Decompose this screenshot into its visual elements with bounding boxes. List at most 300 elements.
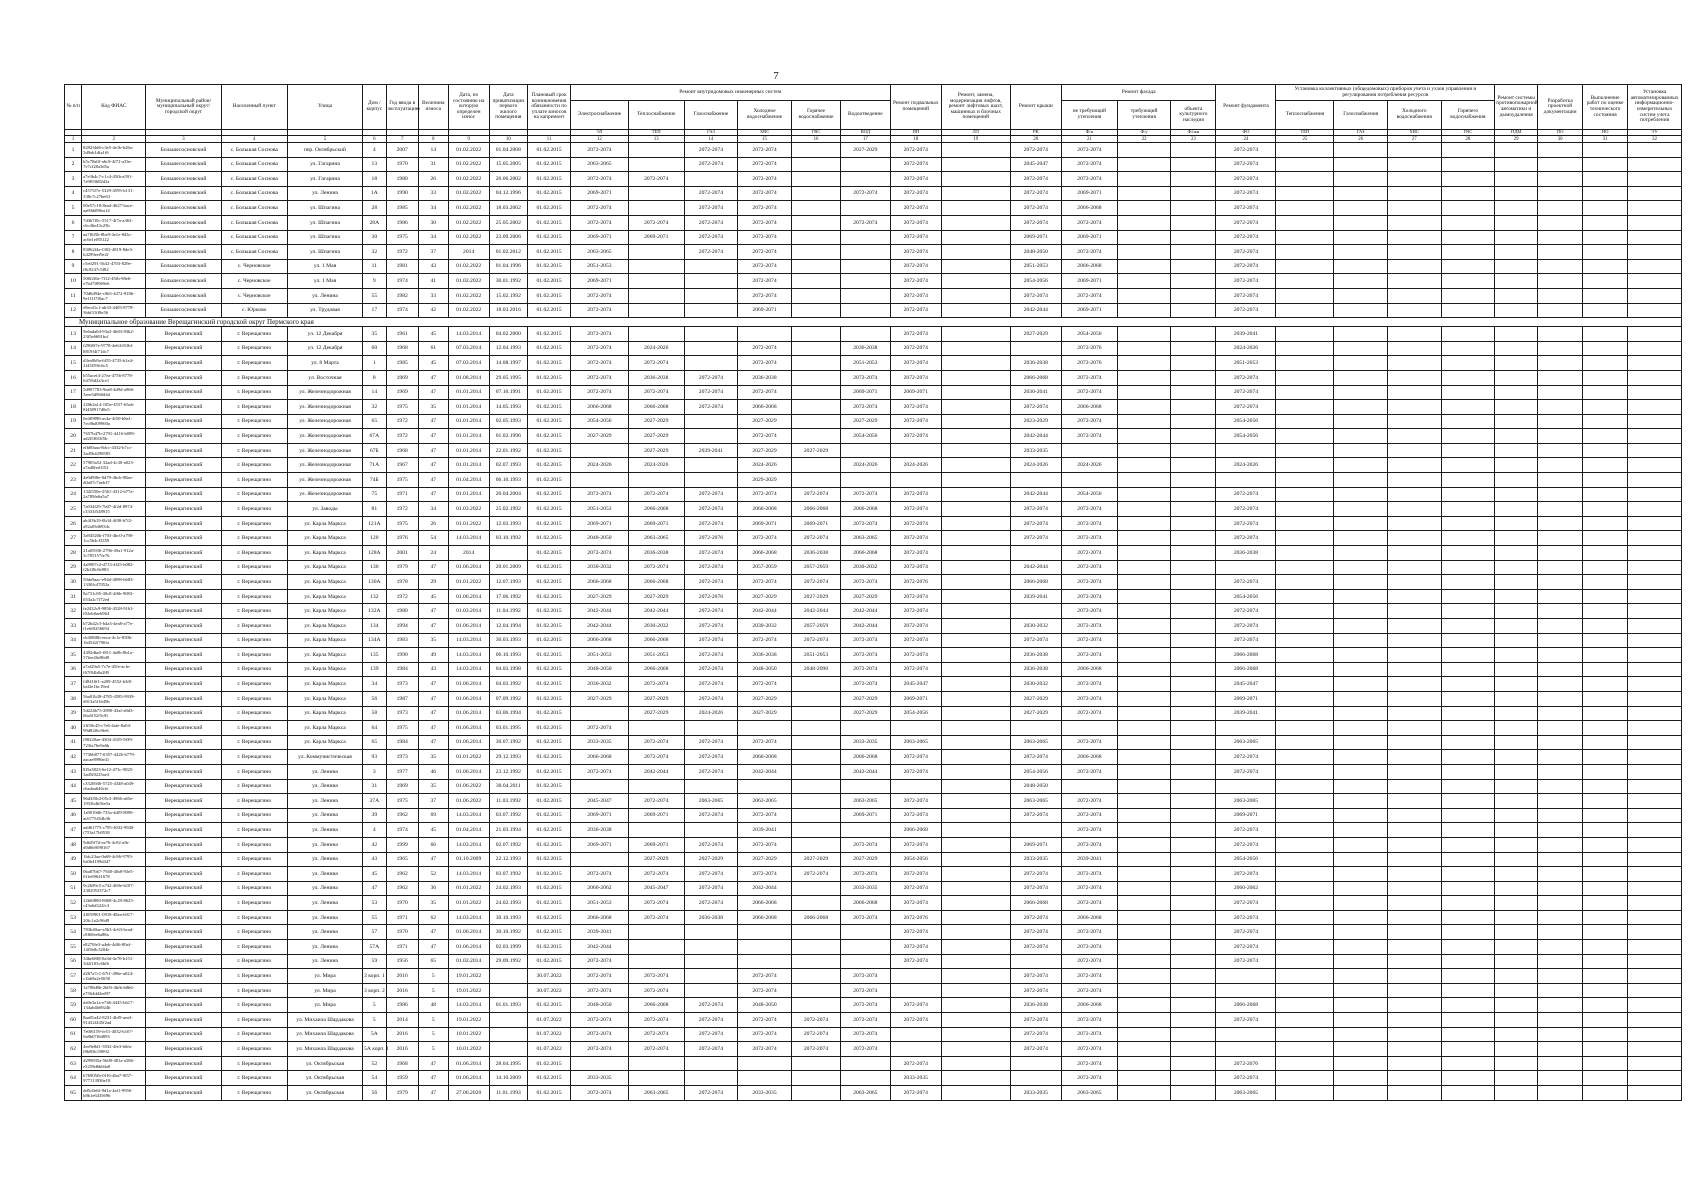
table-cell: 2027-2029 (841, 852, 890, 867)
header-basement: Ремонт подвальных помещений (890, 85, 941, 130)
table-cell (941, 400, 1010, 415)
table-cell: ул. Карла Маркса (287, 546, 362, 561)
table-cell: 01.02.2015 (528, 186, 571, 201)
table-cell (1538, 677, 1583, 692)
table-cell: 2072-2074 (890, 604, 941, 619)
table-cell: 4a9907c2-d713-4f25-b082-f2b2f8c8e983 (82, 560, 146, 575)
table-cell (1387, 201, 1441, 216)
table-cell: 2072-2074 (1062, 619, 1118, 634)
table-cell (1387, 969, 1441, 984)
table-cell: 2072-2076 (1062, 356, 1118, 371)
table-cell (1276, 245, 1334, 260)
table-cell (1276, 662, 1334, 677)
table-cell (1276, 735, 1334, 750)
table-cell: 2072-2074 (841, 633, 890, 648)
table-cell: 01.02.2015 (528, 546, 571, 561)
table-cell: 2036-2038 (1216, 546, 1276, 561)
table-cell (1538, 201, 1583, 216)
table-cell (1441, 998, 1495, 1013)
table-cell: с. Большая Соснова (221, 172, 287, 187)
table-cell (1276, 429, 1334, 444)
table-cell: 7e0f6159-fe51-4032-b107-0a8b07f6d893 (82, 1027, 146, 1042)
table-cell (1583, 867, 1628, 882)
table-cell: 1987 (386, 691, 418, 706)
table-cell: 01.06.2014 (448, 706, 489, 721)
table-cell: 2033-2035 (890, 1071, 941, 1086)
table-cell: 2072-2074 (1010, 172, 1061, 187)
table-cell: 2060-2062 (1216, 881, 1276, 896)
table-cell (941, 414, 1010, 429)
table-cell: 2042-2044 (841, 764, 890, 779)
table-cell: г. Верещагино (221, 779, 287, 794)
table-cell: 01.02.2022 (448, 157, 489, 172)
table-cell: 2072-2074 (791, 1027, 840, 1042)
table-cell: 2063-2065 (890, 735, 941, 750)
table-cell: 01.01.2022 (448, 881, 489, 896)
table-cell (1441, 881, 1495, 896)
table-cell: 2072-2074 (791, 487, 840, 502)
table-cell (1117, 458, 1171, 473)
table-cell: г. Верещагино (221, 604, 287, 619)
table-cell (1441, 201, 1495, 216)
table-cell: 2072-2074 (570, 370, 628, 385)
table-cell: г. Верещагино (221, 896, 287, 911)
table-cell: 30.07.2022 (528, 969, 571, 984)
table-cell (941, 274, 1010, 289)
table-cell: 67Б (363, 443, 387, 458)
table-cell: 2036-2038 (570, 823, 628, 838)
table-cell: 2072-2074 (1062, 1071, 1118, 1086)
table-cell: 2036-2038 (738, 370, 792, 385)
table-cell: 30.03.1993 (489, 633, 528, 648)
table-cell: 14.05.1993 (489, 400, 528, 415)
table-cell (1117, 245, 1171, 260)
table-cell (1628, 487, 1682, 502)
table-cell (841, 157, 890, 172)
table-cell: 2036-2038 (684, 910, 738, 925)
table-row (65, 414, 1682, 429)
table-cell (1334, 910, 1388, 925)
table-cell: Верещагинский (146, 487, 221, 502)
table-cell: f48416f1-a209-4552-b3f0-6af2e1bc19ed (82, 677, 146, 692)
table-cell: 4492dba5-f811-4a9b-8b1a-57fee26e86d9 (82, 648, 146, 663)
table-cell: 01.02.2015 (528, 998, 571, 1013)
table-cell (1441, 677, 1495, 692)
table-cell: 2072-2074 (1010, 516, 1061, 531)
table-cell (1334, 215, 1388, 230)
table-cell (1117, 823, 1171, 838)
table-cell (1216, 983, 1276, 998)
table-cell (941, 837, 1010, 852)
table-cell: 2072-2074 (628, 794, 684, 809)
table-cell (1334, 604, 1388, 619)
table-cell (1628, 327, 1682, 342)
table-cell: 2024-2026 (890, 458, 941, 473)
table-cell: da9e3a1a-e746-4445-b617-134ab4b6924b (82, 998, 146, 1013)
table-cell (1334, 230, 1388, 245)
table-cell (941, 370, 1010, 385)
table-cell (791, 925, 840, 940)
table-cell: 32 (65, 604, 82, 619)
table-cell (1495, 516, 1538, 531)
table-cell: 2072-2074 (570, 546, 628, 561)
table-cell: 2048-2090 (791, 662, 840, 677)
table-cell: 47 (418, 925, 448, 940)
table-cell (890, 443, 941, 458)
table-cell: 3 корп. 1 (363, 969, 387, 984)
table-cell (1171, 779, 1216, 794)
table-cell (1171, 201, 1216, 216)
table-cell (1441, 516, 1495, 531)
table-cell (1538, 794, 1583, 809)
table-cell (1387, 259, 1441, 274)
table-cell: 52 (363, 1056, 387, 1071)
table-cell (1334, 502, 1388, 517)
header-col-number-1: 1 (65, 136, 82, 143)
table-cell: 2072-2074 (628, 560, 684, 575)
table-cell (1387, 356, 1441, 371)
table-cell: 2072-2074 (684, 867, 738, 882)
table-cell: 14.03.2014 (448, 531, 489, 546)
table-cell (841, 443, 890, 458)
table-cell: 2069-2071 (570, 837, 628, 852)
table-cell (1117, 1086, 1171, 1101)
table-cell (684, 721, 738, 736)
table-cell (1334, 633, 1388, 648)
table-cell (1538, 983, 1583, 998)
table-cell: 01.02.2015 (528, 750, 571, 765)
table-cell (1334, 619, 1388, 634)
table-cell (1171, 983, 1216, 998)
table-cell: 40 (65, 721, 82, 736)
table-cell: fe2432c9-9856-4528-9161-f02eb8aeb964 (82, 604, 146, 619)
table-cell (841, 925, 890, 940)
table-cell (1441, 186, 1495, 201)
table-cell: 23 (65, 473, 82, 488)
table-cell: 2072-2074 (738, 274, 792, 289)
table-cell (1117, 940, 1171, 955)
header-code-14: ГАЗ (684, 130, 738, 136)
table-cell: 2051-2053 (570, 502, 628, 517)
table-cell: 2066-2068 (628, 633, 684, 648)
table-cell (1334, 356, 1388, 371)
table-cell (684, 341, 738, 356)
table-cell: 2072-2074 (1062, 677, 1118, 692)
table-cell (1117, 201, 1171, 216)
table-cell (1062, 721, 1118, 736)
table-cell (1441, 750, 1495, 765)
header-cold-water: Холодное водоснабжение (738, 101, 792, 130)
table-cell: 2072-2074 (1010, 925, 1061, 940)
table-cell (1387, 998, 1441, 1013)
table-cell: Верещагинский (146, 954, 221, 969)
table-cell: 01.07.2022 (528, 1013, 571, 1028)
table-cell (1583, 230, 1628, 245)
table-cell (1538, 157, 1583, 172)
table-cell: 29.12.1993 (489, 750, 528, 765)
table-cell: г. Верещагино (221, 648, 287, 663)
table-cell (1628, 473, 1682, 488)
table-cell: 2027-2029 (738, 852, 792, 867)
table-cell: Верещагинский (146, 735, 221, 750)
table-cell (1387, 516, 1441, 531)
table-cell: 2072-2074 (684, 619, 738, 634)
table-cell: 2027-2029 (628, 691, 684, 706)
table-cell: г. Верещагино (221, 487, 287, 502)
table-cell (738, 954, 792, 969)
table-cell: 01.02.2015 (528, 940, 571, 955)
table-cell: 11 (65, 288, 82, 303)
table-cell (1276, 721, 1334, 736)
table-cell: ул. Ленина (287, 881, 362, 896)
table-cell: ул. Михаила Шардакова (287, 1013, 362, 1028)
table-cell: ул. Ленина (287, 910, 362, 925)
table-row (65, 201, 1682, 216)
table-cell: ул. Ленина (287, 852, 362, 867)
table-cell (941, 356, 1010, 371)
table-cell: 2027-2029 (841, 414, 890, 429)
table-cell: 01.02.2015 (528, 245, 571, 260)
table-cell (1171, 327, 1216, 342)
table-cell: 2072-2074 (1216, 172, 1276, 187)
table-cell: 2066-2068 (1010, 896, 1061, 911)
table-cell: 2042-2044 (628, 764, 684, 779)
table-cell: 53 (65, 910, 82, 925)
table-cell: 75 (363, 487, 387, 502)
table-row (65, 1013, 1682, 1028)
table-cell (1334, 881, 1388, 896)
table-cell: 1971 (386, 940, 418, 955)
table-cell (1441, 303, 1495, 318)
table-cell: 26 (418, 172, 448, 187)
table-cell (1583, 1013, 1628, 1028)
table-cell: 2066-2068 (1062, 400, 1118, 415)
header-col-number-23: 23 (1171, 136, 1216, 143)
table-cell (1583, 837, 1628, 852)
table-cell (1538, 823, 1583, 838)
table-row (65, 288, 1682, 303)
table-cell: 2072-2074 (1010, 1042, 1061, 1057)
table-cell: 2072-2074 (684, 143, 738, 158)
table-cell: 20.01.2009 (489, 560, 528, 575)
table-cell (941, 1013, 1010, 1028)
capital-repair-table-sheet (64, 84, 1682, 1101)
table-row (65, 852, 1682, 867)
table-cell: 01.02.2015 (528, 303, 571, 318)
table-cell: 2072-2074 (684, 662, 738, 677)
table-cell (1387, 1086, 1441, 1101)
table-cell (1628, 794, 1682, 809)
table-row (65, 172, 1682, 187)
header-code-28: ГВС (1441, 130, 1495, 136)
header-facade-no-insulation: не требующий утепления (1062, 101, 1118, 130)
table-cell: Большесосновский (146, 201, 221, 216)
table-cell: 1972 (386, 429, 418, 444)
table-body-vereshchaginsky (65, 327, 1682, 1100)
table-cell: 2066-2068 (1216, 662, 1276, 677)
table-cell: 31 (65, 589, 82, 604)
table-cell: 01.02.2015 (528, 604, 571, 619)
table-cell: 1970 (386, 896, 418, 911)
table-cell: 2063-2065 (841, 531, 890, 546)
table-cell: 5 (418, 969, 448, 984)
table-cell (1334, 288, 1388, 303)
table-cell: 2072-2074 (1062, 546, 1118, 561)
table-row (65, 925, 1682, 940)
table-cell: 14.08.1997 (489, 356, 528, 371)
table-cell (1628, 414, 1682, 429)
table-cell (1628, 560, 1682, 575)
table-cell: 2069-2071 (890, 691, 941, 706)
table-cell: 2036-2038 (1010, 998, 1061, 1013)
table-cell: 2069-2071 (1010, 230, 1061, 245)
table-cell (1628, 633, 1682, 648)
table-cell (1441, 288, 1495, 303)
table-cell: 2072-2074 (890, 487, 941, 502)
table-cell (791, 735, 840, 750)
table-cell (1334, 648, 1388, 663)
table-cell: 2072-2074 (1010, 750, 1061, 765)
table-cell: b76905fb-0f16-4ba7-9f57-977113936e18 (82, 1071, 146, 1086)
table-cell: 01.06.2014 (448, 1071, 489, 1086)
table-row (65, 575, 1682, 590)
table-cell: ул. Карла Маркса (287, 516, 362, 531)
table-cell: 2072-2074 (1062, 414, 1118, 429)
table-cell: Верещагинский (146, 691, 221, 706)
table-cell: 37А (363, 794, 387, 809)
table-cell (684, 983, 738, 998)
table-cell (1276, 1071, 1334, 1086)
table-cell: 2072-2074 (684, 1086, 738, 1101)
table-cell (1010, 341, 1061, 356)
table-cell (941, 677, 1010, 692)
table-row (65, 940, 1682, 955)
table-cell: 2072-2074 (738, 1013, 792, 1028)
table-cell: 02.03.1999 (489, 940, 528, 955)
table-cell: 74Б (363, 473, 387, 488)
table-cell: 2072-2074 (684, 633, 738, 648)
table-cell: ул. Карла Маркса (287, 589, 362, 604)
table-cell: 22.12.1993 (489, 852, 528, 867)
table-cell: 0ba87b67-7948-4fb8-93e5-0f1e69641678 (82, 867, 146, 882)
table-row (65, 706, 1682, 721)
header-col-number-5: 5 (287, 136, 362, 143)
table-cell: 2072-2074 (1010, 400, 1061, 415)
table-cell (1583, 1056, 1628, 1071)
table-cell: 4ee9e8d1-3932-4fe3-b6fa-f9b80fc59092 (82, 1042, 146, 1057)
table-cell (1117, 259, 1171, 274)
table-cell: 2042-2044 (1010, 487, 1061, 502)
table-cell: 29 (65, 560, 82, 575)
table-cell (738, 327, 792, 342)
table-cell: 2072-2074 (570, 172, 628, 187)
table-cell: 2072-2074 (890, 143, 941, 158)
table-cell (941, 735, 1010, 750)
table-cell: 01.02.2015 (528, 823, 571, 838)
table-cell: 10.01.2022 (448, 1027, 489, 1042)
table-cell (1495, 186, 1538, 201)
table-cell (1334, 429, 1388, 444)
table-cell: 2072-2074 (841, 215, 890, 230)
table-cell: 2063-2065 (841, 1086, 890, 1101)
table-cell: 2014 (448, 245, 489, 260)
table-cell: Верещагинский (146, 779, 221, 794)
header-col-number-17: 17 (841, 136, 890, 143)
table-cell: Большесосновский (146, 157, 221, 172)
table-cell (1276, 808, 1334, 823)
table-cell (941, 531, 1010, 546)
table-cell (1171, 429, 1216, 444)
table-cell: 2072-2074 (1062, 648, 1118, 663)
header-code-22: Ф/у (1117, 130, 1171, 136)
table-cell (1538, 691, 1583, 706)
table-cell (1276, 925, 1334, 940)
table-cell: 06.10.1993 (489, 648, 528, 663)
table-cell: 2048-2050 (570, 531, 628, 546)
table-cell: 2072-2074 (1216, 837, 1276, 852)
table-cell (1495, 443, 1538, 458)
table-cell (1583, 589, 1628, 604)
table-cell: 2072-2074 (1062, 823, 1118, 838)
table-cell (1495, 823, 1538, 838)
table-cell: 2072-2074 (684, 385, 738, 400)
table-row (65, 779, 1682, 794)
table-cell (1276, 473, 1334, 488)
table-cell (1628, 589, 1682, 604)
table-cell: Большесосновский (146, 288, 221, 303)
table-cell (1117, 808, 1171, 823)
table-cell: 121А (363, 516, 387, 531)
table-cell (941, 662, 1010, 677)
table-cell: 1bfc23aa-0a69-4c96-9795-6a0b4199d447 (82, 852, 146, 867)
table-cell (1334, 385, 1388, 400)
table-cell: 2001 (386, 546, 418, 561)
table-cell: 2072-2074 (841, 677, 890, 692)
table-cell: г. Верещагино (221, 341, 287, 356)
table-cell (1495, 1013, 1538, 1028)
table-cell: 2039-2041 (1010, 589, 1061, 604)
table-cell (1495, 852, 1538, 867)
table-cell: 30.10.1993 (489, 910, 528, 925)
header-foundation: Ремонт фундамента (1216, 85, 1276, 130)
table-cell (1276, 589, 1334, 604)
table-cell (1216, 1027, 1276, 1042)
table-cell (1276, 677, 1334, 692)
table-cell: 66 (418, 837, 448, 852)
table-cell: 2048-2050 (1010, 779, 1061, 794)
table-cell: Верещагинский (146, 560, 221, 575)
section-header (65, 318, 1682, 327)
table-cell (1441, 575, 1495, 590)
table-cell: ул. Карла Маркса (287, 662, 362, 677)
table-row (65, 589, 1682, 604)
table-cell (1387, 852, 1441, 867)
table-cell: 01.02.2015 (528, 560, 571, 575)
table-cell: 2072-2074 (1216, 516, 1276, 531)
table-cell (1117, 531, 1171, 546)
table-row (65, 400, 1682, 415)
table-cell: г. Верещагино (221, 589, 287, 604)
table-cell (1334, 274, 1388, 289)
table-row (65, 443, 1682, 458)
table-cell (628, 925, 684, 940)
table-cell: 0e4f9896-ac4a-4f50-b8a1-7ec8bd09960a (82, 414, 146, 429)
table-cell: 54 (65, 925, 82, 940)
table-cell (1276, 303, 1334, 318)
table-cell (1583, 1086, 1628, 1101)
table-cell: 10.01.2022 (448, 1042, 489, 1057)
table-cell (1495, 230, 1538, 245)
